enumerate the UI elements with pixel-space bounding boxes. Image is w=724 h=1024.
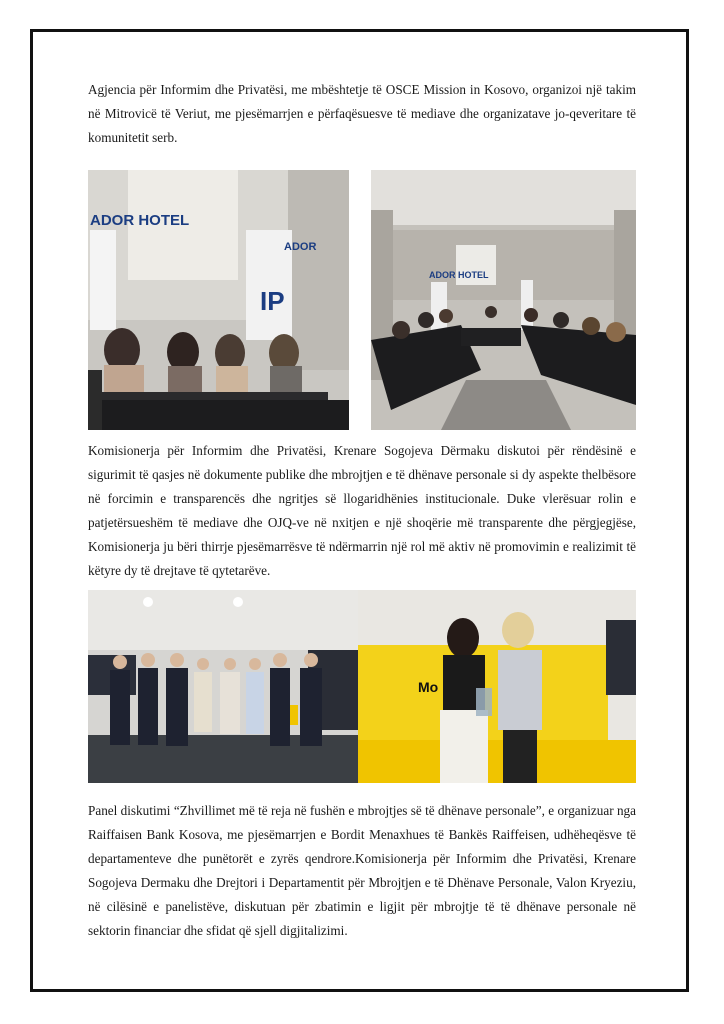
intro-paragraph: Agjencia për Informim dhe Privatësi, me mbështetje të OSCE Mission in Kosovo, organizoi një takim në Mitrovicë të Veriut, me pjesëmarrjen e përfaqësuesve të mediave dhe organizatave jo-qeveritare të komunitetit serb. <box>88 82 636 145</box>
svg-text:ADOR: ADOR <box>284 241 317 253</box>
hotel-sign-1: ADOR HOTEL <box>90 212 190 229</box>
banner-logo: IP <box>260 286 285 316</box>
hotel-sign-2: ADOR HOTEL <box>429 270 489 280</box>
wall-text: Mo <box>418 679 439 695</box>
meeting-photo-panel <box>88 170 349 430</box>
award-photo <box>358 590 636 783</box>
panel-paragraph: Panel diskutimi “Zhvillimet më të reja në fushën e mbrojtjes së të dhënave personale”, e organizuar nga Raiffaisen Bank Kosova, me pjesëmarrjen e Bordit Menaxhues të Bankës Raiffeisen, udhëheqësve të departamenteve dhe punëtorët e zyrës qendrore.Komisionerja për Informim dhe Privatësi, Krenare Sogojeva Dermaku dhe Drejtori i Departamentit për Mbrojtjen e të Dhënave Personale, Valon Kryeziu, në cilësinë e panelistëve, diskutuan për zbatimin e ligjit për mbrojtje të të dhënave personale në sektorin financiar dhe sfidat që sjell digjitalizimi. <box>88 803 636 938</box>
commissioner-paragraph: Komisionerja për Informim dhe Privatësi, Krenare Sogojeva Dërmaku diskutoi për rëndësinë e sigurimit të qasjes në dokumente publike dhe mbrojtjen e të dhënave personale si dy aspekte thelbësore në forcimin e transparencës dhe ngritjes së llogaridhënies institucionale. Duke vlerësuar rolin e patjetërsueshëm të mediave dhe OJQ-ve në nxitjen e një shoqërie më transparente dhe përgjegjëse, Komisionerja ju bëri thirrje pjesëmarrësve të ndërmarrin një rol më aktiv në promovimin e realizimit të këtyre dy të drejtave të qytetarëve. <box>88 443 636 578</box>
panel-group-photo <box>88 590 358 783</box>
meeting-photo-room <box>371 170 636 430</box>
